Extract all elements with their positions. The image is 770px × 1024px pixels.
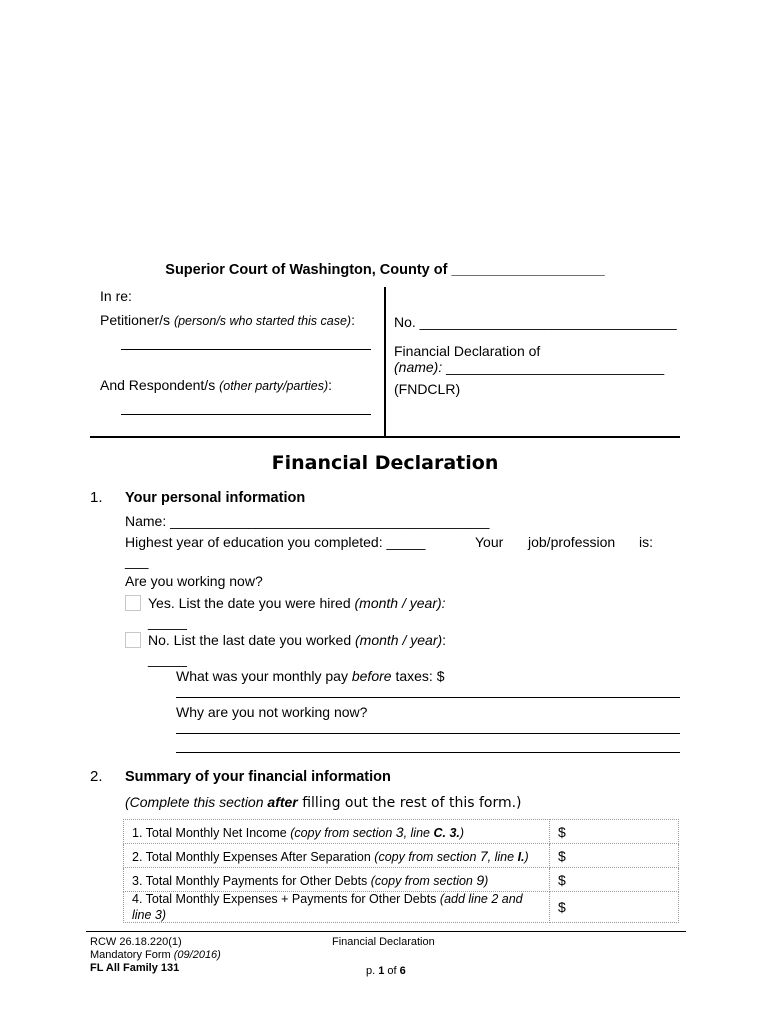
summary-table — [123, 819, 679, 923]
caption-divider — [384, 287, 386, 437]
why-line-2[interactable] — [176, 752, 680, 753]
working-question: Are you working now? — [125, 573, 263, 589]
table-row — [124, 844, 679, 868]
summary-row-label: 1. Total Monthly Net Income (copy from section 3, line C. 3.) — [124, 820, 550, 844]
monthly-pay-line[interactable] — [176, 697, 680, 698]
table-row — [124, 868, 679, 892]
section-1-title: Your personal information — [125, 490, 306, 506]
summary-amount-field[interactable]: $ — [550, 844, 679, 868]
section-1-number: 1. — [90, 489, 103, 506]
job-profession-word: job/profession — [528, 534, 616, 550]
caption-bottom-rule — [90, 436, 680, 438]
section-2-title: Summary of your financial information — [125, 769, 391, 785]
monthly-pay-label: What was your monthly pay before taxes: $ — [176, 668, 445, 684]
respondent-label: And Respondent/s (other party/parties): — [100, 377, 333, 393]
respondent-name-line[interactable] — [121, 414, 371, 415]
why-not-working-label: Why are you not working now? — [176, 704, 368, 720]
form-code: (FNDCLR) — [394, 381, 461, 397]
summary-amount-field[interactable]: $ — [550, 820, 679, 844]
footer-rule — [86, 931, 686, 932]
footer-title: Financial Declaration — [332, 936, 435, 948]
why-line-1[interactable] — [176, 733, 680, 734]
education-field[interactable]: Highest year of education you completed: _____ — [125, 534, 426, 550]
page-number: p. 1 of 6 — [366, 965, 406, 977]
last-worked-date-field[interactable]: _____ — [148, 651, 187, 667]
not-working-checkbox[interactable] — [125, 632, 141, 648]
job-profession-field[interactable]: ___ — [125, 553, 149, 569]
job-your-word: Your — [475, 534, 504, 550]
table-row — [124, 820, 679, 844]
name-field[interactable]: Name: _________________________________________ — [125, 513, 490, 529]
not-working-label: No. List the last date you worked (month / year): — [148, 632, 447, 648]
summary-row-label: 3. Total Monthly Payments for Other Debts (copy from section 9) — [124, 868, 550, 892]
document-title: Financial Declaration — [271, 452, 499, 474]
summary-row-label: 4. Total Monthly Expenses + Payments for Other Debts (add line 2 and line 3) — [124, 892, 550, 923]
summary-amount-field[interactable]: $ — [550, 892, 679, 923]
table-row — [124, 892, 679, 923]
petitioner-name-line[interactable] — [121, 349, 371, 350]
case-number-field[interactable]: No. _________________________________ — [394, 314, 677, 330]
yes-working-checkbox[interactable] — [125, 595, 141, 611]
petitioner-label: Petitioner/s (person/s who started this case): — [100, 312, 355, 328]
declaration-of-label: Financial Declaration of — [394, 343, 541, 359]
footer-rcw: RCW 26.18.220(1) — [90, 936, 182, 948]
job-is-word: is: — [639, 534, 653, 550]
footer-form-id: FL All Family 131 — [90, 962, 180, 974]
declarant-name-field[interactable]: (name): ____________________________ — [394, 359, 665, 375]
court-title: Superior Court of Washington, County of ___________________ — [165, 262, 605, 278]
section-2-instructions: (Complete this section after filling out the rest of this form.) — [125, 794, 522, 811]
summary-row-label: 2. Total Monthly Expenses After Separation (copy from section 7, line I.) — [124, 844, 550, 868]
in-re-label: In re: — [100, 288, 132, 304]
footer-mandatory: Mandatory Form (09/2016) — [90, 949, 221, 961]
summary-amount-field[interactable]: $ — [550, 868, 679, 892]
section-2-number: 2. — [90, 768, 103, 785]
yes-working-label: Yes. List the date you were hired (month / year): — [148, 595, 446, 611]
hire-date-field[interactable]: _____ — [148, 614, 187, 630]
